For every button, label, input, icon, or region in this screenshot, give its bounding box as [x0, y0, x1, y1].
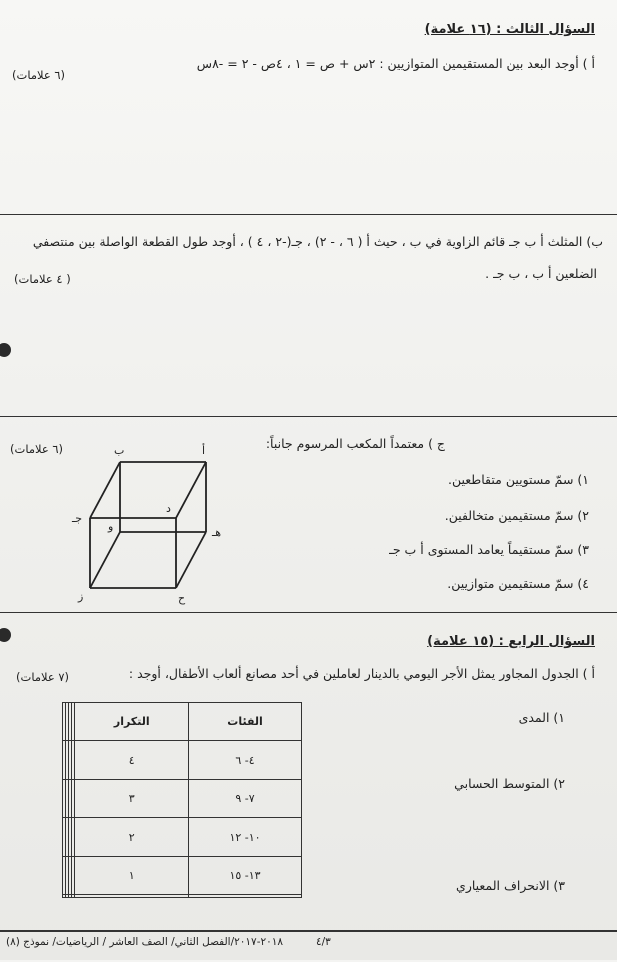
table-header-cell: الفئات	[189, 703, 302, 741]
table-cell	[69, 779, 72, 817]
table-cell: ٤	[75, 741, 189, 779]
divider-2	[0, 416, 617, 417]
q3-title: السؤال الثالث : (١٦ علامة)	[424, 22, 595, 37]
q3b-line2: الضلعين أ ب ، ب جـ .	[485, 266, 597, 281]
q3b-marks: ( ٤ علامات)	[14, 272, 71, 286]
punch-hole	[0, 343, 11, 357]
q4a-item-3: ٣) الانحراف المعياري	[456, 878, 565, 893]
cube-label-h: هـ	[212, 526, 222, 539]
table-cell: ١٣- ١٥	[189, 856, 302, 894]
divider-1	[0, 214, 617, 215]
table-cell	[72, 818, 75, 856]
cube-hidden-edge	[90, 532, 120, 588]
table-cell	[69, 895, 72, 898]
cube-label-w: و	[108, 520, 114, 533]
table-row	[63, 741, 302, 779]
table-cell	[189, 895, 302, 898]
q4-title: السؤال الرابع : (١٥ علامة)	[427, 634, 595, 649]
divider-3	[0, 612, 617, 613]
table-row	[63, 779, 302, 817]
q4a-marks: (٧ علامات)	[16, 670, 70, 684]
q3c-marks: (٦ علامات)	[10, 442, 64, 456]
q3b-line1: ب) المثلث أ ب جـ قائم الزاوية في ب ، حيث أ ( ٦ ، - ٢) ، جـ(-٢ ، ٤ ) ، أوجد طول القطعة الواصلة بين منتصفي	[32, 234, 603, 249]
table-cell: ١٠- ١٢	[189, 818, 302, 856]
q3c-intro: ج ) معتمداً المكعب المرسوم جانباً:	[265, 436, 445, 451]
cube-edge	[176, 532, 206, 588]
table-cell	[63, 895, 66, 898]
table-cell	[66, 779, 69, 817]
footer-text: ٢٠١٨-٢٠١٧/الفصل الثاني/ الصف العاشر / الرياضيات/ نموذج (٨)	[6, 936, 284, 948]
table-cell	[66, 895, 69, 898]
table-row	[63, 856, 302, 894]
q4a-text: أ ) الجدول المجاور يمثل الأجر اليومي بالدينار لعاملين في أحد مصانع ألعاب الأطفال، أوجد :	[128, 666, 595, 681]
cube-label-d: د	[166, 502, 171, 515]
q4a-item-2: ٢) المتوسط الحسابي	[454, 776, 565, 791]
q3c-item-3: ٣) سمّ مستقيماً يعامد المستوى أ ب جـ	[389, 542, 589, 557]
footer-page-number: ٤/٣	[316, 936, 331, 948]
table-cell	[66, 856, 69, 894]
q3c-item-2: ٢) سمّ مستقيمين متخالفين.	[444, 508, 589, 523]
table-cell: ٢	[75, 818, 189, 856]
cube-edge	[176, 462, 206, 518]
table-header-cell	[66, 703, 69, 741]
q3c-item-4: ٤) سمّ مستقيمين متوازيين.	[447, 576, 589, 591]
table-cell	[72, 779, 75, 817]
cube-edge	[90, 462, 120, 518]
table-cell: ٤- ٦	[189, 741, 302, 779]
q3a-marks: (٦ علامات)	[12, 68, 66, 82]
cube-label-b: ب	[114, 444, 125, 457]
table-header-cell: التكرار	[75, 703, 189, 741]
table-header-cell	[69, 703, 72, 741]
cube-label-ha: ح	[178, 592, 186, 605]
table-row	[63, 818, 302, 856]
table-cell: ٣	[75, 779, 189, 817]
table-cell	[69, 741, 72, 779]
table-cell	[72, 856, 75, 894]
table-cell	[66, 818, 69, 856]
table-cell	[63, 818, 66, 856]
punch-hole	[0, 628, 11, 642]
table-cell	[63, 779, 66, 817]
table-cell	[63, 741, 66, 779]
table-cell	[72, 895, 75, 898]
table-header-row	[63, 703, 302, 741]
q3a-text: أ ) أوجد البعد بين المستقيمين المتوازيين : ٢س + ص = ١ ، ٤ص - ٢ = -٨س	[196, 56, 595, 71]
table-row	[63, 895, 302, 898]
q3c-item-1: ١) سمّ مستويين متقاطعين.	[448, 472, 589, 487]
cube-label-j: جـ	[72, 512, 83, 525]
table-header-cell	[63, 703, 66, 741]
table-cell	[63, 856, 66, 894]
table-header-cell	[72, 703, 75, 741]
page-footer	[0, 930, 617, 962]
cube-figure	[68, 440, 228, 605]
table-cell: ١	[75, 856, 189, 894]
table-cell: ٧- ٩	[189, 779, 302, 817]
table-cell	[75, 895, 189, 898]
q4a-item-1: ١) المدى	[518, 710, 565, 725]
table-cell	[69, 856, 72, 894]
frequency-table	[62, 702, 302, 898]
cube-label-a: أ	[202, 444, 206, 457]
cube-label-z: ز	[78, 590, 84, 603]
table-cell	[72, 741, 75, 779]
table-cell	[66, 741, 69, 779]
table-cell	[69, 818, 72, 856]
